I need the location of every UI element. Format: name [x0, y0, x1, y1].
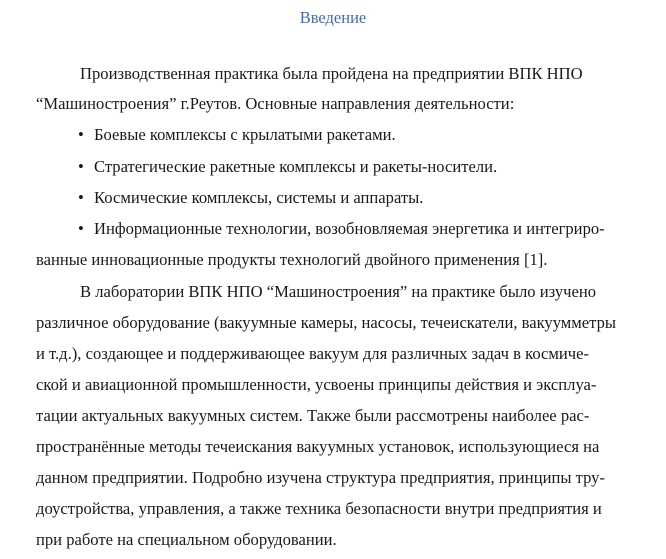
bullet-icon: • [78, 125, 84, 144]
bullet-icon: • [78, 157, 84, 176]
paragraph-line: доустройства, управления, а также техника безопасности внутри предприятия и [36, 499, 602, 518]
paragraph-line: тации актуальных вакуумных систем. Также были рассмотрены наиболее рас- [36, 406, 590, 425]
paragraph-line: различное оборудование (вакуумные камеры, насосы, течеискатели, вакуумметры [36, 313, 617, 332]
list-item-text: Информационные технологии, возобновляемая энергетика и интегриро- [94, 219, 605, 238]
list-item [78, 186, 423, 210]
bullet-icon: • [78, 219, 84, 238]
paragraph-line: пространённые методы течеискания вакуумных установок, использующиеся на [36, 437, 600, 456]
intro-line-1: Производственная практика была пройдена на предприятии ВПК НПО [80, 64, 583, 83]
list-item [78, 155, 497, 179]
paragraph-line: данном предприятии. Подробно изучена структура предприятия, принципы тру- [36, 468, 605, 487]
paragraph-line: ской и авиационной промышленности, усвоены принципы действия и эксплуа- [36, 375, 597, 394]
list-item [78, 217, 605, 241]
paragraph-line: при работе на специальном оборудовании. [36, 530, 337, 549]
paragraph-line: и т.д.), создающее и поддерживающее вакуум для различных задач в космиче- [36, 344, 590, 363]
list-item-text: Стратегические ракетные комплексы и ракеты-носители. [94, 157, 498, 176]
list-item-text: Космические комплексы, системы и аппараты. [94, 188, 424, 207]
list-item [78, 123, 396, 147]
list-item-continuation: ванные инновационные продукты технологий двойного применения [1]. [36, 250, 548, 269]
section-heading: Введение [299, 8, 367, 27]
intro-line-2: “Машиностроения” г.Реутов. Основные направления деятельности: [36, 94, 515, 113]
paragraph-line: В лаборатории ВПК НПО “Машиностроения” на практике было изучено [80, 282, 597, 301]
list-item-text: Боевые комплексы с крылатыми ракетами. [94, 125, 396, 144]
bullet-icon: • [78, 188, 84, 207]
